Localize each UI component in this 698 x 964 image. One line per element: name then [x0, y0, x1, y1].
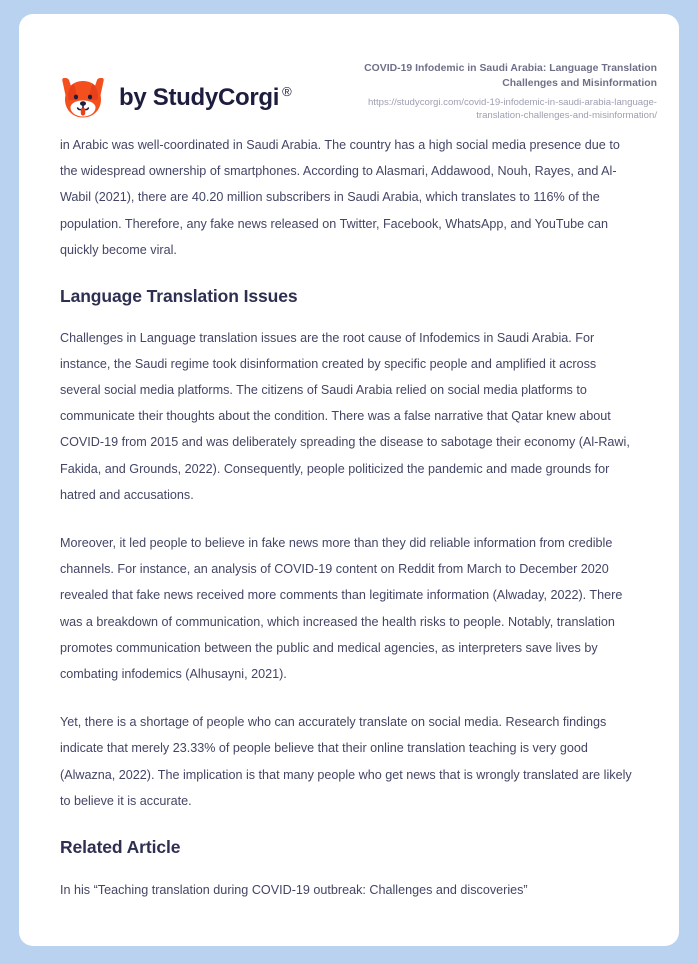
document-page	[19, 14, 679, 946]
paragraph-moreover: Moreover, it led people to believe in fake news more than they did reliable information from credible channels. For instance, an analysis of COVID-19 content on Reddit from March to December 2020 revealed that fake news received more comments than legitimate information (Alwaday, 2022). There was a breakdown of communication, which increased the health risks to people. Notably, translation promotes communication between the public and medical agencies, as interpreters save lives by combating infodemics (Alhusayni, 2021).	[60, 536, 623, 681]
header-meta	[357, 62, 657, 123]
document-title: COVID-19 Infodemic in Saudi Arabia: Language Translation Challenges and Misinformation	[364, 63, 657, 89]
brand-logo-block[interactable]	[60, 76, 291, 120]
registered-trademark-icon: ®	[282, 84, 292, 99]
brand-wordmark-text: by StudyCorgi	[119, 84, 280, 111]
heading-related-article: Related Article	[60, 836, 181, 857]
paragraph-intro: in Arabic was well-coordinated in Saudi Arabia. The country has a high social media presence due to the widespread ownership of smartphones. According to Alasmari, Addawood, Nouh, Rayes, and Al-Wabil (2021), there are 40.20 million subscribers in Saudi Arabia, which translates to 116% of the population. Therefore, any fake news released on Twitter, Facebook, WhatsApp, and YouTube can quickly become viral.	[60, 138, 620, 257]
heading-language-translation-issues: Language Translation Issues	[60, 285, 298, 306]
document-url[interactable]: https://studycorgi.com/covid-19-infodemic-in-saudi-arabia-language-translation-challenges-and-misinformation/	[367, 96, 657, 122]
document-body	[19, 132, 679, 903]
paragraph-shortage: Yet, there is a shortage of people who can accurately translate on social media. Research findings indicate that merely 23.33% of people believe that their online translation teaching is very good (Alwazna, 2022). The implication is that many people who get news that is wrongly translated are likely to believe it is accurate.	[60, 715, 632, 808]
paragraph-challenges: Challenges in Language translation issues are the root cause of Infodemics in Saudi Arabia. For instance, the Saudi regime took disinformation created by specific people and amplified it across several social media platforms. The citizens of Saudi Arabia relied on social media platforms to communicate their thoughts about the condition. There was a false narrative that Qatar knew about COVID-19 from 2015 and was deliberately spreading the disease to sabotage their economy (Al-Rawi, Fakida, and Grounds, 2022). Consequently, people politicized the pandemic and made grounds for hatred and accusations.	[60, 330, 630, 502]
brand-wordmark	[119, 84, 291, 112]
paragraph-related-article: In his “Teaching translation during COVID-19 outbreak: Challenges and discoveries”	[60, 882, 528, 897]
document-header	[19, 14, 679, 132]
corgi-logo-icon	[60, 76, 106, 120]
